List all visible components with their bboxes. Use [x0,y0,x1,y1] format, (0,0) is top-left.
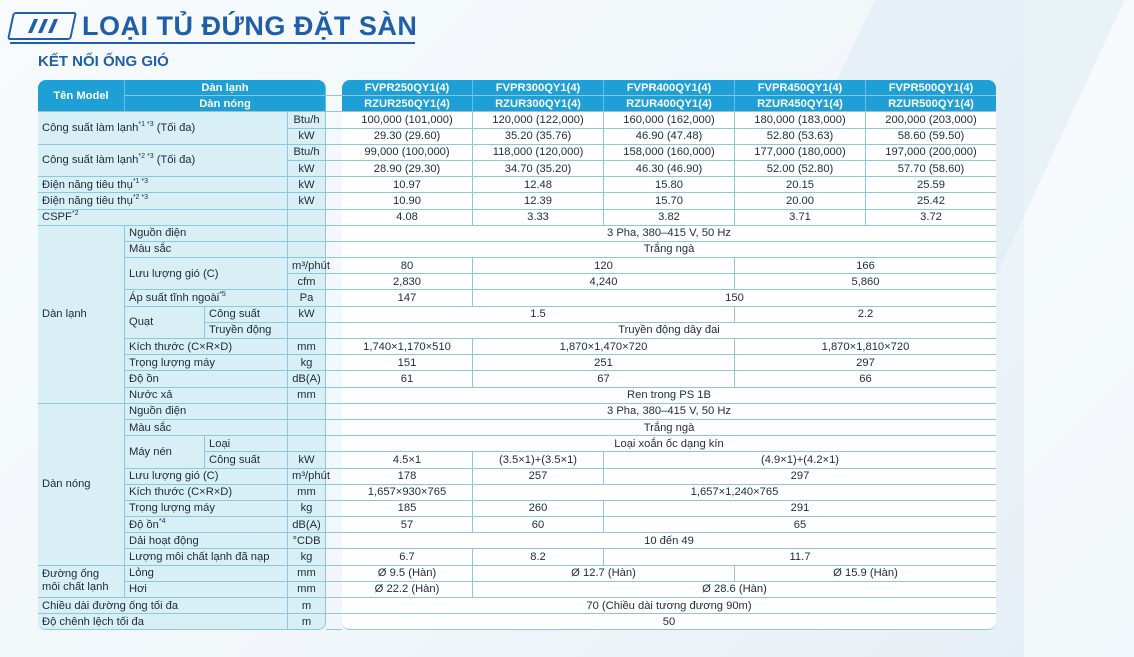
table-cell: 5,860 [735,274,996,290]
table-cell: 35.20 (35.76) [473,129,604,145]
row-label: Trọng lượng máy [125,355,288,371]
table-cell: 1,740×1,170×510 [342,339,473,355]
table-cell: 4.08 [342,210,473,226]
table-cell: 61 [342,371,473,387]
row-label: Lưu lượng gió (C) [125,258,288,290]
table-cell: 166 [735,258,996,274]
table-row [38,145,996,161]
unit-label: cfm [288,274,326,290]
table-cell: 52.00 (52.80) [735,161,866,177]
table-row [38,517,996,533]
row-label: Trọng lượng máy [125,501,288,517]
unit-label: mm [288,566,326,582]
unit-label [288,323,326,339]
unit-label: kg [288,549,326,565]
indoor-unit-header: Dàn lạnh [125,80,326,96]
table-cell: 6.7 [342,549,473,565]
header-row-indoor [38,80,996,96]
unit-label [288,436,326,452]
cspf-label: CSPF$^{*2}$ [38,210,288,226]
row-label: Kích thước (C×R×D) [125,485,288,501]
row-label: Hơi [125,582,288,598]
table-row [38,614,996,630]
table-row [38,210,996,226]
table-cell: 297 [604,469,996,485]
table-cell: 1,657×1,240×765 [473,485,996,501]
spec-table [38,80,996,630]
table-cell: 3 Pha, 380–415 V, 50 Hz [342,404,996,420]
table-cell: Ø 12.7 (Hàn) [473,566,735,582]
table-cell: 15.80 [604,177,735,193]
unit-label: dB(A) [288,517,326,533]
table-cell: Ren trong PS 1B [342,388,996,404]
table-cell: 2,830 [342,274,473,290]
unit-label: Pa [288,290,326,306]
table-row [38,226,996,242]
table-row [38,533,996,549]
table-cell: Trắng ngà [342,242,996,258]
model-header: Tên Model [38,80,125,112]
table-row [38,371,996,387]
table-cell: 158,000 (160,000) [604,145,735,161]
unit-label: °CDB [288,533,326,549]
table-cell: 120 [473,258,735,274]
table-cell: (3.5×1)+(3.5×1) [473,452,604,468]
table-cell: 150 [473,290,996,306]
power-consumption-1-label: Điện năng tiêu thụ$^{*1 *3}$ [38,177,288,193]
table-cell: Ø 9.5 (Hàn) [342,566,473,582]
table-cell: 4.5×1 [342,452,473,468]
table-row [38,193,996,209]
table-cell: 1.5 [342,307,735,323]
table-cell: 99,000 (100,000) [342,145,473,161]
table-cell: 197,000 (200,000) [866,145,996,161]
outdoor-model: RZUR500QY1(4) [866,96,996,112]
row-label: Máy nén [125,436,205,468]
table-cell: 200,000 (203,000) [866,112,996,128]
unit-label: kg [288,501,326,517]
row-label: Độ ồn$^{*4}$ [125,517,288,533]
unit-label: Btu/h [288,145,326,161]
header-row-outdoor [38,96,996,112]
table-cell: 25.42 [866,193,996,209]
unit-label: mm [288,339,326,355]
table-cell: 3.33 [473,210,604,226]
unit-label: kW [288,452,326,468]
table-cell: 100,000 (101,000) [342,112,473,128]
page-title: LOẠI TỦ ĐỨNG ĐẶT SÀN [82,10,418,41]
row-sublabel: Truyền động [205,323,288,339]
cooling-capacity-2-label: Công suất làm lạnh$^{*2 *3}$ (Tối đa) [38,145,288,177]
table-cell: 46.30 (46.90) [604,161,735,177]
table-cell: 3.82 [604,210,735,226]
indoor-model: FVPR300QY1(4) [473,80,604,96]
table-cell: 12.39 [473,193,604,209]
row-label: Chiều dài đường ống tối đa [38,598,288,614]
table-cell: 52.80 (53.63) [735,129,866,145]
row-label: Nước xả [125,388,288,404]
table-row [38,404,996,420]
table-cell: 3.72 [866,210,996,226]
row-label: Nguồn điện [125,226,288,242]
table-cell: 8.2 [473,549,604,565]
indoor-model: FVPR450QY1(4) [735,80,866,96]
table-row [38,112,996,128]
table-cell: Loại xoắn ốc dạng kín [342,436,996,452]
table-cell: 180,000 (183,000) [735,112,866,128]
unit-label [288,242,326,258]
table-row [38,388,996,404]
table-cell: 3.71 [735,210,866,226]
table-cell: 120,000 (122,000) [473,112,604,128]
unit-label [288,226,326,242]
table-row [38,420,996,436]
table-cell: 28.90 (29.30) [342,161,473,177]
table-row [38,307,996,323]
row-label: Màu sắc [125,242,288,258]
indoor-model: FVPR500QY1(4) [866,80,996,96]
unit-label: Btu/h [288,112,326,128]
indoor-group-label: Dàn lạnh [38,226,125,404]
table-row [38,501,996,517]
table-cell: 60 [473,517,604,533]
table-cell: 10.90 [342,193,473,209]
unit-label: kW [288,307,326,323]
table-cell: Ø 22.2 (Hàn) [342,582,473,598]
row-label: Kích thước (C×R×D) [125,339,288,355]
table-row [38,469,996,485]
unit-label: mm [288,485,326,501]
row-label: Độ chênh lệch tối đa [38,614,288,630]
table-cell: 10.97 [342,177,473,193]
table-cell: 11.7 [604,549,996,565]
table-cell: 67 [473,371,735,387]
table-cell: 12.48 [473,177,604,193]
table-cell: 1,657×930×765 [342,485,473,501]
row-label: Dải hoạt động [125,533,288,549]
unit-label: m³/phút [288,258,326,274]
table-cell: 46.90 (47.48) [604,129,735,145]
table-cell: 147 [342,290,473,306]
table-cell: 25.59 [866,177,996,193]
table-cell: 160,000 (162,000) [604,112,735,128]
row-label: Lỏng [125,566,288,582]
unit-label: kW [288,161,326,177]
table-cell: 251 [473,355,735,371]
table-cell: 178 [342,469,473,485]
table-cell: 151 [342,355,473,371]
row-label: Lưu lượng gió (C) [125,469,288,485]
table-cell: Ø 15.9 (Hàn) [735,566,996,582]
table-cell: Truyền động dây đai [342,323,996,339]
table-row [38,177,996,193]
unit-label: m [288,614,326,630]
table-cell: 185 [342,501,473,517]
unit-label [288,210,326,226]
table-cell: 34.70 (35.20) [473,161,604,177]
indoor-model: FVPR250QY1(4) [342,80,473,96]
unit-label: dB(A) [288,371,326,387]
outdoor-model: RZUR400QY1(4) [604,96,735,112]
unit-label: kW [288,193,326,209]
table-cell: 80 [342,258,473,274]
table-cell: 2.2 [735,307,996,323]
table-row [38,339,996,355]
table-cell: 1,870×1,810×720 [735,339,996,355]
table-cell: 70 (Chiều dài tương đương 90m) [342,598,996,614]
cooling-capacity-1-label: Công suất làm lạnh$^{*1 *3}$ (Tối đa) [38,112,288,144]
unit-label: kW [288,177,326,193]
table-cell: Trắng ngà [342,420,996,436]
table-cell: 57.70 (58.60) [866,161,996,177]
table-cell: 297 [735,355,996,371]
unit-label: kW [288,129,326,145]
outdoor-model: RZUR250QY1(4) [342,96,473,112]
table-row [38,258,996,274]
table-row [38,242,996,258]
brand-stripes-icon [7,12,77,40]
table-row [38,582,996,598]
unit-label: mm [288,582,326,598]
table-cell: 291 [604,501,996,517]
table-cell: 257 [473,469,604,485]
table-cell: 29.30 (29.60) [342,129,473,145]
power-consumption-2-label: Điện năng tiêu thụ$^{*2 *3}$ [38,193,288,209]
unit-label: kg [288,355,326,371]
table-cell: 57 [342,517,473,533]
table-cell: 66 [735,371,996,387]
unit-label [288,404,326,420]
table-cell: 10 đến 49 [342,533,996,549]
row-sublabel: Công suất [205,452,288,468]
table-cell: 118,000 (120,000) [473,145,604,161]
piping-group-label: Đường ống môi chất lạnh [38,566,125,598]
table-row [38,436,996,452]
row-sublabel: Công suất [205,307,288,323]
outdoor-model: RZUR300QY1(4) [473,96,604,112]
table-cell: 3 Pha, 380–415 V, 50 Hz [342,226,996,242]
table-cell: 50 [342,614,996,630]
table-cell: 177,000 (180,000) [735,145,866,161]
table-row [38,355,996,371]
row-label: Màu sắc [125,420,288,436]
unit-label [288,420,326,436]
table-cell: 4,240 [473,274,735,290]
row-sublabel: Loại [205,436,288,452]
table-row [38,290,996,306]
table-cell: 15.70 [604,193,735,209]
row-label: Nguồn điện [125,404,288,420]
row-label: Quạt [125,307,205,339]
table-row [38,566,996,582]
indoor-model: FVPR400QY1(4) [604,80,735,96]
outdoor-group-label: Dàn nóng [38,404,125,566]
page-header [10,6,417,46]
table-row [38,549,996,565]
table-cell: 1,870×1,470×720 [473,339,735,355]
table-cell: Ø 28.6 (Hàn) [473,582,996,598]
table-cell: 20.00 [735,193,866,209]
row-label: Lượng môi chất lạnh đã nạp [125,549,288,565]
page-subtitle: KẾT NỐI ỐNG GIÓ [38,53,169,70]
row-label: Áp suất tĩnh ngoài$^{*5}$ [125,290,288,306]
unit-label: m³/phút [288,469,326,485]
table-row [38,485,996,501]
unit-label: mm [288,388,326,404]
table-cell: 20.15 [735,177,866,193]
row-label: Độ ồn [125,371,288,387]
unit-label: m [288,598,326,614]
table-cell: (4.9×1)+(4.2×1) [604,452,996,468]
outdoor-unit-header: Dàn nóng [125,96,326,112]
outdoor-model: RZUR450QY1(4) [735,96,866,112]
table-cell: 260 [473,501,604,517]
title-underline [10,42,415,44]
table-row [38,598,996,614]
table-cell: 65 [604,517,996,533]
table-cell: 58.60 (59.50) [866,129,996,145]
